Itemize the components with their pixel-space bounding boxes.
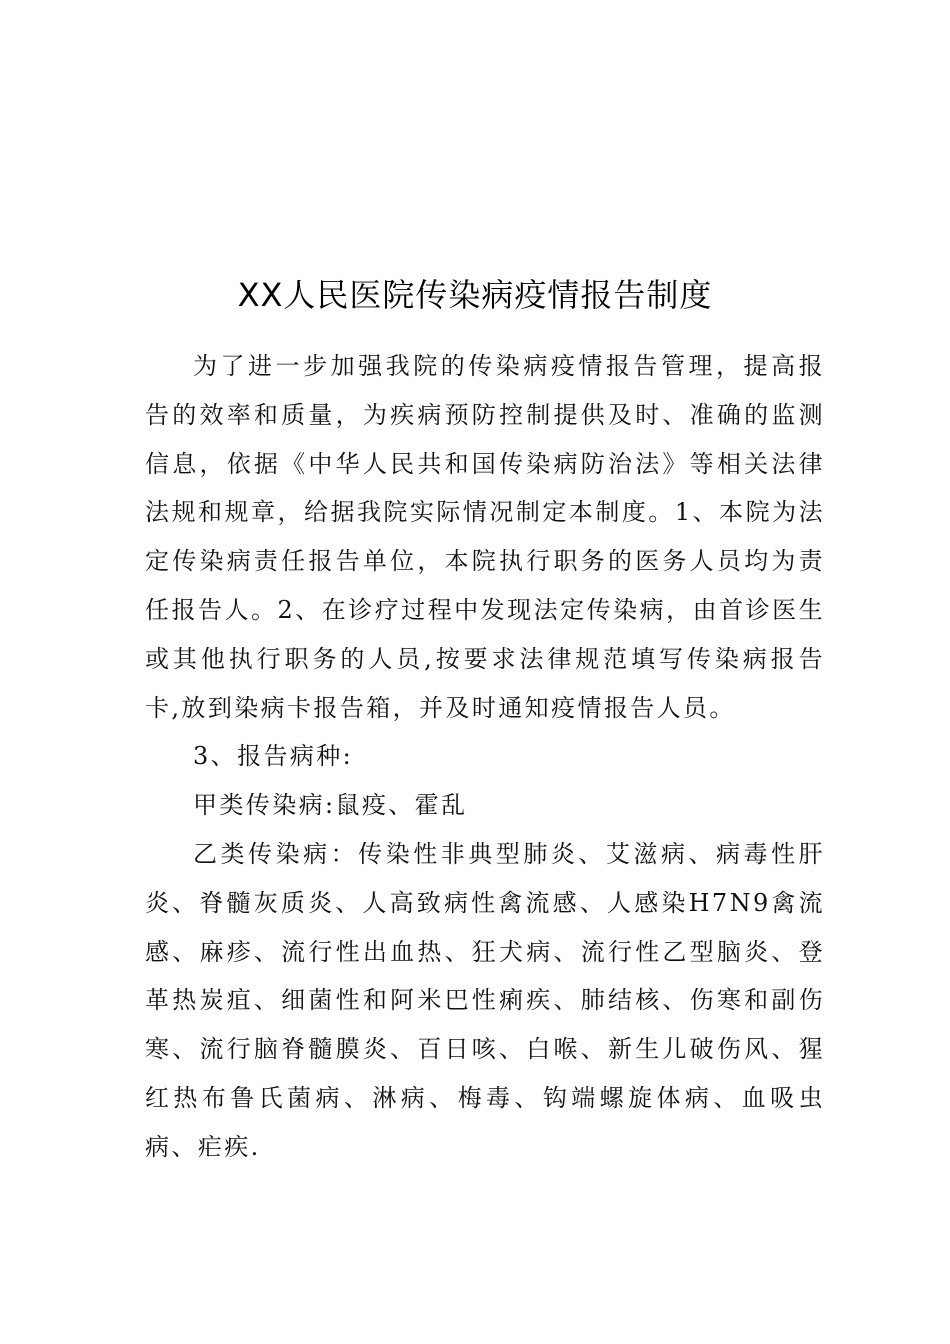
paragraph-intro: 为了进一步加强我院的传染病疫情报告管理，提高报告的效率和质量，为疾病预防控制提供及时、准确的监测信息，依据《中华人民共和国传染病防治法》等相关法律法规和规章，给据我院实际情况制定本制度。1、本院为法定传染病责任报告单位，本院执行职务的医务人员均为责任报告人。2、在诊疗过程中发现法定传染病，由首诊医生或其他执行职务的人员,按要求法律规范填写传染病报告卡,放到染病卡报告箱，并及时通知疫情报告人员。 bbox=[145, 352, 825, 722]
paragraph-class-a: 甲类传染病:鼠疫、霍乱 bbox=[193, 791, 468, 820]
paragraph-class-b: 乙类传染病：传染性非典型肺炎、艾滋病、病毒性肝炎、脊髓灰质炎、人高致病性禽流感、人感染H7N9禽流感、麻疹、流行性出血热、狂犬病、流行性乙型脑炎、登革热炭疽、细菌性和阿米巴性痢疾、肺结核、伤寒和副伤寒、流行脑脊髓膜炎、百日咳、白喉、新生儿破伤风、猩红热布鲁氏菌病、淋病、梅毒、钩端螺旋体病、血吸虫病、疟疾. bbox=[145, 839, 825, 1161]
document-body bbox=[145, 342, 825, 1172]
document-title: XX人民医院传染病疫情报告制度 bbox=[237, 276, 713, 314]
paragraph-report-types: 3、报告病种: bbox=[193, 742, 354, 771]
